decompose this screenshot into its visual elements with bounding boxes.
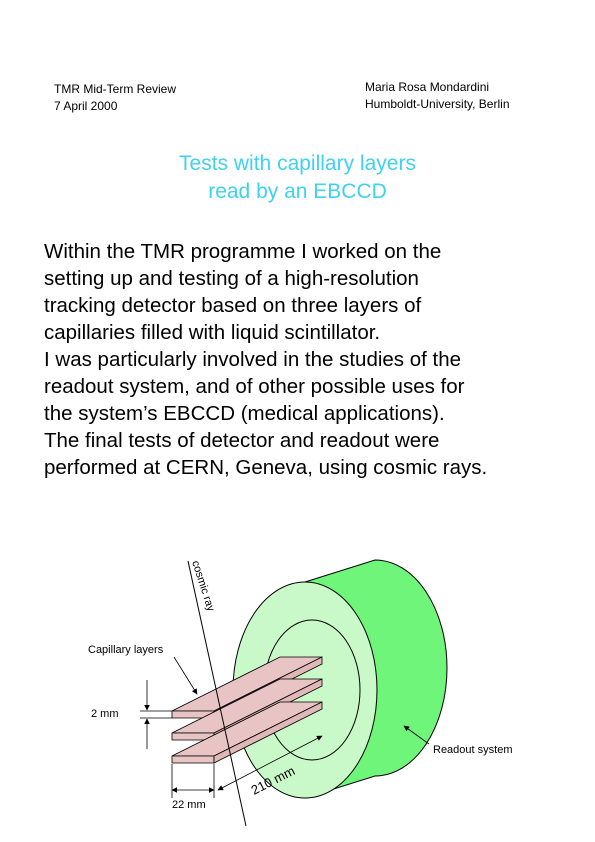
detector-diagram-svg — [0, 540, 595, 842]
body-line: the system’s EBCCD (medical applications). — [44, 402, 445, 425]
body-line: tracking detector based on three layers of — [44, 294, 422, 317]
capillary-layers-pointer — [174, 657, 197, 694]
width-label: 22 mm — [172, 799, 206, 811]
header-left — [54, 81, 176, 115]
body-line: performed at CERN, Geneva, using cosmic rays. — [44, 456, 488, 479]
body-line: setting up and testing of a high-resolution — [44, 267, 419, 290]
review-date: 7 April 2000 — [54, 99, 118, 113]
body-line: The final tests of detector and readout were — [44, 429, 440, 452]
length-label: 210 mm — [248, 762, 298, 798]
body-line: readout system, and of other possible uses for — [44, 375, 465, 398]
cosmic-ray-label: cosmic ray — [189, 559, 217, 613]
header-right — [365, 79, 510, 113]
author-name: Maria Rosa Mondardini — [365, 80, 490, 94]
review-title: TMR Mid-Term Review — [54, 82, 177, 96]
author-affiliation: Humboldt-University, Berlin — [365, 97, 510, 111]
title-line-2: read by an EBCCD — [208, 180, 387, 203]
body-line: Within the TMR programme I worked on the — [44, 240, 442, 263]
title-line-1: Tests with capillary layers — [179, 152, 416, 175]
readout-system-label: Readout system — [433, 744, 513, 756]
page-title — [0, 150, 595, 206]
thickness-label: 2 mm — [91, 708, 119, 720]
body-line: capillaries filled with liquid scintillator. — [44, 321, 381, 344]
detector-diagram — [0, 540, 595, 842]
body-paragraph — [44, 238, 589, 481]
capillary-layers-label: Capillary layers — [88, 644, 164, 656]
width-dimension — [172, 764, 214, 798]
thickness-dimension — [140, 680, 172, 749]
body-line: I was particularly involved in the studies of the — [44, 348, 462, 371]
